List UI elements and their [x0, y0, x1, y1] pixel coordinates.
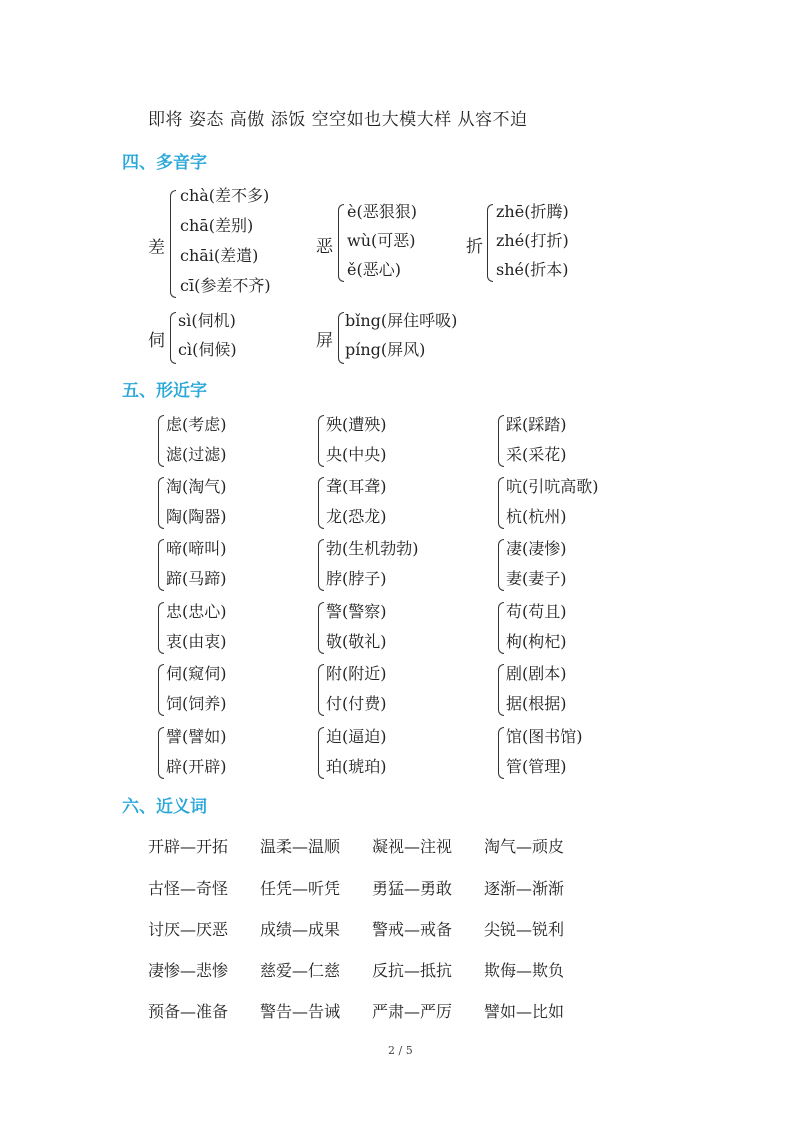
similar-item: 淘(淘气) [166, 477, 227, 496]
synonym-row [148, 834, 596, 857]
similar-item: 据(根据) [506, 694, 567, 713]
reading: chā(差别) [180, 216, 254, 235]
similar-item: 譬(譬如) [166, 727, 227, 746]
synonym-pair: 警告—告诫 [260, 1002, 341, 1021]
synonym-pair: 警戒—戒备 [372, 920, 453, 939]
reading: píng(屏风) [345, 340, 426, 359]
reading: chà(差不多) [180, 186, 270, 205]
similar-item: 付(付费) [326, 694, 387, 713]
synonym-pair: 温柔—温顺 [260, 837, 341, 856]
similar-pair [318, 410, 387, 470]
reading: chāi(差遣) [180, 246, 259, 265]
synonym-row [148, 876, 596, 899]
similar-item: 虑(考虑) [166, 415, 227, 434]
similar-item: 啼(啼叫) [166, 539, 227, 558]
similar-item: 警(警察) [326, 602, 387, 621]
synonym-pair: 尖锐—锐利 [484, 920, 565, 939]
page-number: 2 / 5 [388, 1044, 413, 1057]
similar-item: 陶(陶器) [166, 507, 227, 526]
synonym-pair: 勇猛—勇敢 [372, 879, 453, 898]
reading: zhē(折腾) [496, 202, 569, 221]
synonym-row [148, 999, 596, 1022]
similar-item: 殃(遭殃) [326, 415, 387, 434]
synonym-pair: 凄惨—悲惨 [148, 961, 229, 980]
similar-pair [318, 534, 419, 594]
similar-pair [158, 722, 227, 782]
vocab-line: 即将 姿态 高傲 添饭 空空如也大模大样 从容不迫 [148, 110, 528, 130]
similar-item: 枸(枸杞) [506, 632, 567, 651]
brace [338, 204, 344, 282]
similar-pair [158, 659, 227, 719]
brace [170, 190, 176, 298]
similar-item: 迫(逼迫) [326, 727, 387, 746]
similar-pair [498, 597, 567, 657]
similar-pair [498, 534, 567, 594]
synonym-pair: 任凭—听凭 [260, 879, 341, 898]
reading: bǐng(屏住呼吸) [345, 311, 458, 330]
similar-item: 滤(过滤) [166, 445, 227, 464]
similar-item: 馆(图书馆) [506, 727, 583, 746]
reading: sì(伺机) [178, 311, 236, 330]
similar-item: 吭(引吭高歌) [506, 477, 599, 496]
similar-item: 伺(窥伺) [166, 664, 227, 683]
similar-item: 勃(生机勃勃) [326, 539, 419, 558]
similar-pair [158, 410, 227, 470]
reading: shé(折本) [496, 260, 569, 279]
similar-pair [318, 597, 387, 657]
reading: cī(参差不齐) [180, 276, 271, 295]
synonym-pair: 淘气—顽皮 [484, 837, 565, 856]
similar-pair [318, 659, 387, 719]
similar-item: 剧(剧本) [506, 664, 567, 683]
synonym-pair: 古怪—奇怪 [148, 879, 229, 898]
similar-item: 凄(凄惨) [506, 539, 567, 558]
polyphone-char: 折 [466, 237, 483, 257]
synonym-pair: 开辟—开拓 [148, 837, 229, 856]
similar-item: 衷(由衷) [166, 632, 227, 651]
brace [487, 204, 493, 282]
similar-pair [498, 659, 567, 719]
similar-item: 敬(敬礼) [326, 632, 387, 651]
similar-pair [498, 410, 567, 470]
similar-pair [498, 472, 599, 532]
similar-item: 饲(饲养) [166, 694, 227, 713]
section-heading-polyphones: 四、多音字 [122, 153, 207, 173]
section-heading-similar-chars: 五、形近字 [122, 381, 207, 401]
similar-item: 管(管理) [506, 757, 567, 776]
similar-item: 踩(踩踏) [506, 415, 567, 434]
similar-item: 聋(耳聋) [326, 477, 387, 496]
similar-item: 妻(妻子) [506, 569, 567, 588]
similar-item: 央(中央) [326, 445, 387, 464]
similar-item: 脖(脖子) [326, 569, 387, 588]
similar-pair [158, 472, 227, 532]
similar-pair [318, 722, 387, 782]
reading: ě(恶心) [347, 260, 401, 279]
synonym-pair: 譬如—比如 [484, 1002, 565, 1021]
section-heading-synonyms: 六、近义词 [122, 797, 207, 817]
similar-pair [498, 722, 583, 782]
brace [338, 312, 344, 364]
synonym-pair: 讨厌—厌恶 [148, 920, 229, 939]
synonym-pair: 成绩—成果 [260, 920, 341, 939]
similar-item: 珀(琥珀) [326, 757, 387, 776]
synonym-pair: 预备—准备 [148, 1002, 229, 1021]
synonym-pair: 反抗—抵抗 [372, 961, 453, 980]
similar-item: 采(采花) [506, 445, 567, 464]
reading: è(恶狠狠) [347, 202, 417, 221]
similar-pair [158, 597, 227, 657]
similar-pair [318, 472, 387, 532]
synonym-row [148, 917, 596, 940]
synonym-pair: 凝视—注视 [372, 837, 453, 856]
similar-item: 忠(忠心) [166, 602, 227, 621]
synonym-row [148, 958, 596, 981]
reading: cì(伺候) [178, 340, 237, 359]
similar-item: 苟(苟且) [506, 602, 567, 621]
polyphone-char: 伺 [148, 331, 165, 351]
reading: wù(可恶) [347, 231, 416, 250]
similar-item: 杭(杭州) [506, 507, 567, 526]
similar-item: 龙(恐龙) [326, 507, 387, 526]
similar-item: 辟(开辟) [166, 757, 227, 776]
similar-pair [158, 534, 227, 594]
similar-item: 附(附近) [326, 664, 387, 683]
similar-item: 蹄(马蹄) [166, 569, 227, 588]
brace [170, 312, 176, 364]
synonym-pair: 逐渐—渐渐 [484, 879, 565, 898]
synonym-pair: 严肃—严厉 [372, 1002, 453, 1021]
polyphone-char: 差 [148, 238, 165, 258]
polyphone-char: 屏 [316, 331, 333, 351]
polyphone-char: 恶 [316, 237, 333, 257]
synonym-pair: 欺侮—欺负 [484, 961, 565, 980]
reading: zhé(打折) [496, 231, 569, 250]
synonym-pair: 慈爱—仁慈 [260, 961, 341, 980]
